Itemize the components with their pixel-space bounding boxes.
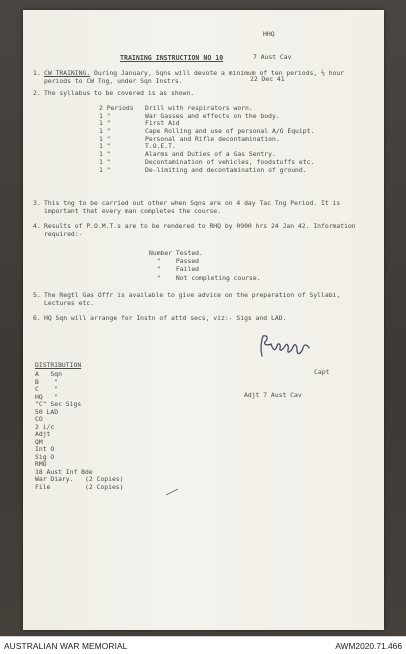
syllabus-row xyxy=(99,167,314,175)
footer-source: AUSTRALIAN WAR MEMORIAL xyxy=(4,641,128,651)
paragraph-text: HQ Sqn will arrange for Instn of attd secs, viz:- Sigs and LAD. xyxy=(44,314,287,322)
distribution-item: War Diary. (2 Copies) xyxy=(35,475,124,483)
syllabus-periods: 2 Periods xyxy=(99,104,134,112)
results-item: " Failed xyxy=(149,265,200,274)
syllabus-subject: Decontamination of vehicles, foodstuffs etc. xyxy=(145,157,315,166)
document-page xyxy=(23,10,384,630)
distribution-item: "C" Sec Sigs xyxy=(35,400,82,408)
results-list xyxy=(149,249,261,282)
distribution-item: QM xyxy=(35,437,43,446)
syllabus-periods: 1 " xyxy=(99,157,111,166)
distribution-item: Adjt xyxy=(35,430,51,438)
distribution-item: Int O xyxy=(35,445,55,453)
distribution-item: Sig O xyxy=(35,452,55,461)
syllabus-periods: 1 " xyxy=(99,165,111,174)
distribution-item: B " xyxy=(35,377,59,386)
distribution-item: A Sqn xyxy=(35,370,62,378)
pencil-tick-mark xyxy=(165,487,179,497)
syllabus-periods: 1 " xyxy=(99,142,111,151)
syllabus-subject: Drill with respirators worn. xyxy=(145,104,253,112)
paragraph-text: The syllabus to be covered is as shown. xyxy=(44,89,195,97)
syllabus-subject: De-limiting and decontamination of ground. xyxy=(145,165,307,174)
distribution-item: File (2 Copies) xyxy=(35,482,124,491)
distribution-item: RMO xyxy=(35,460,47,468)
paragraph-text: This tng to be carried out other when Sqns are on 4 day Tac Tng Period. It is important that every man completes the course. xyxy=(44,199,341,215)
syllabus-subject: T.O.E.T. xyxy=(145,142,176,151)
paragraph-6 xyxy=(33,315,368,323)
syllabus-subject: Personal and Rifle decontamination. xyxy=(145,134,280,143)
syllabus-periods: 1 " xyxy=(99,127,111,136)
paragraph-number: 2. xyxy=(33,89,41,97)
distribution-item: C " xyxy=(35,385,59,393)
paragraph-number: 5. xyxy=(33,291,41,299)
paragraph-heading: CW TRAINING. xyxy=(44,69,91,77)
paragraph-2 xyxy=(33,90,368,98)
signature-rank: Capt xyxy=(314,368,330,377)
paragraph-5 xyxy=(33,292,368,307)
paragraph-number: 4. xyxy=(33,222,41,230)
distribution-item: 2 i/c xyxy=(35,422,55,431)
paragraph-text: Results of P.O.M.T.s are to be rendered to RHQ by 0900 hrs 24 Jan 42. Information required:- xyxy=(44,222,356,238)
header-regiment: 7 Aust Cav xyxy=(253,52,292,61)
header-date: 22 Dec 41 xyxy=(250,74,285,83)
distribution-item: 18 Aust Inf Bde xyxy=(35,467,93,476)
paragraph-number: 6. xyxy=(33,314,41,322)
syllabus-subject: Alarms and Duties of a Gas Sentry. xyxy=(145,150,276,159)
syllabus-table xyxy=(99,105,314,174)
document-title: TRAINING INSTRUCTION NO 10 xyxy=(120,54,224,62)
paragraph-3 xyxy=(33,200,368,215)
syllabus-row xyxy=(99,136,314,144)
distribution-item: HQ " xyxy=(35,392,59,401)
results-item: " Passed xyxy=(149,257,200,266)
footer-bar xyxy=(0,636,406,654)
distribution-item: CO xyxy=(35,415,43,423)
paragraph-number: 3. xyxy=(33,199,41,207)
header-unit: HHQ xyxy=(263,30,275,39)
signature-appointment: Adjt 7 Aust Cav xyxy=(244,390,302,399)
syllabus-periods: 1 " xyxy=(99,150,111,159)
distribution-list xyxy=(35,371,124,491)
results-item: " Not completing course. xyxy=(149,273,261,282)
syllabus-periods: 1 " xyxy=(99,134,111,143)
paragraph-number: 1. xyxy=(33,69,41,77)
document-header xyxy=(243,16,291,98)
syllabus-subject: War Gasses and effects on the body. xyxy=(145,111,280,120)
paragraph-text: During January, Sqns will devote a minimum of ten periods, ½ hour periods to CW Tng, under Sqn Instrs. xyxy=(44,69,345,85)
syllabus-subject: First Aid xyxy=(145,119,180,128)
distribution-title: DISTRIBUTION xyxy=(35,361,82,369)
paragraph-4 xyxy=(33,223,368,238)
footer-accession-number: AWM2020.71.466 xyxy=(335,641,402,651)
syllabus-periods: 1 " xyxy=(99,119,111,128)
signature-block xyxy=(244,354,329,415)
syllabus-subject: Cape Rolling and use of personal A/G Equipt. xyxy=(145,127,315,136)
distribution-item: 50 LAD xyxy=(35,407,59,416)
paragraph-1 xyxy=(33,70,368,85)
results-item: Number Tested. xyxy=(149,249,203,257)
syllabus-row xyxy=(99,113,314,121)
paragraph-text: The Regtl Gas Offr is available to give advice on the preparation of Syllabi, Lectures etc. xyxy=(44,291,341,307)
syllabus-periods: 1 " xyxy=(99,111,111,120)
